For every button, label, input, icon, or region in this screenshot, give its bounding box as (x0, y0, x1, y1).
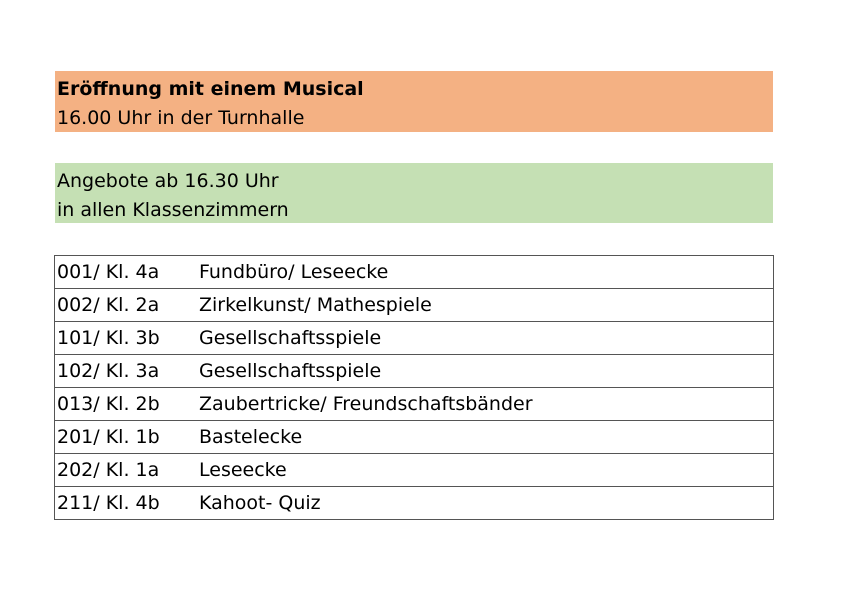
offer-cell: Zaubertricke/ Freundschaftsbänder (197, 388, 774, 421)
room-cell: 101/ Kl. 3b (55, 322, 198, 355)
room-cell: 102/ Kl. 3a (55, 355, 198, 388)
offer-cell: Zirkelkunst/ Mathespiele (197, 289, 774, 322)
room-cell: 013/ Kl. 2b (55, 388, 198, 421)
offers-banner (55, 163, 773, 223)
table-row (55, 454, 774, 487)
room-cell: 201/ Kl. 1b (55, 421, 198, 454)
table-row (55, 388, 774, 421)
offer-cell: Fundbüro/ Leseecke (197, 256, 774, 289)
opening-title: Eröffnung mit einem Musical (57, 78, 364, 100)
offer-cell: Gesellschaftsspiele (197, 322, 774, 355)
table-row (55, 355, 774, 388)
offers-location: in allen Klassenzimmern (57, 199, 289, 221)
room-cell: 202/ Kl. 1a (55, 454, 198, 487)
table-row (55, 421, 774, 454)
table-row (55, 289, 774, 322)
room-cell: 001/ Kl. 4a (55, 256, 198, 289)
room-cell: 211/ Kl. 4b (55, 487, 198, 520)
offer-cell: Gesellschaftsspiele (197, 355, 774, 388)
offer-cell: Bastelecke (197, 421, 774, 454)
offer-cell: Leseecke (197, 454, 774, 487)
opening-banner (55, 71, 773, 132)
rooms-table (54, 255, 774, 520)
table-row (55, 487, 774, 520)
offers-start-time: Angebote ab 16.30 Uhr (57, 170, 279, 192)
table-row (55, 322, 774, 355)
opening-time-location: 16.00 Uhr in der Turnhalle (57, 107, 305, 129)
table-row (55, 256, 774, 289)
offer-cell: Kahoot- Quiz (197, 487, 774, 520)
room-cell: 002/ Kl. 2a (55, 289, 198, 322)
